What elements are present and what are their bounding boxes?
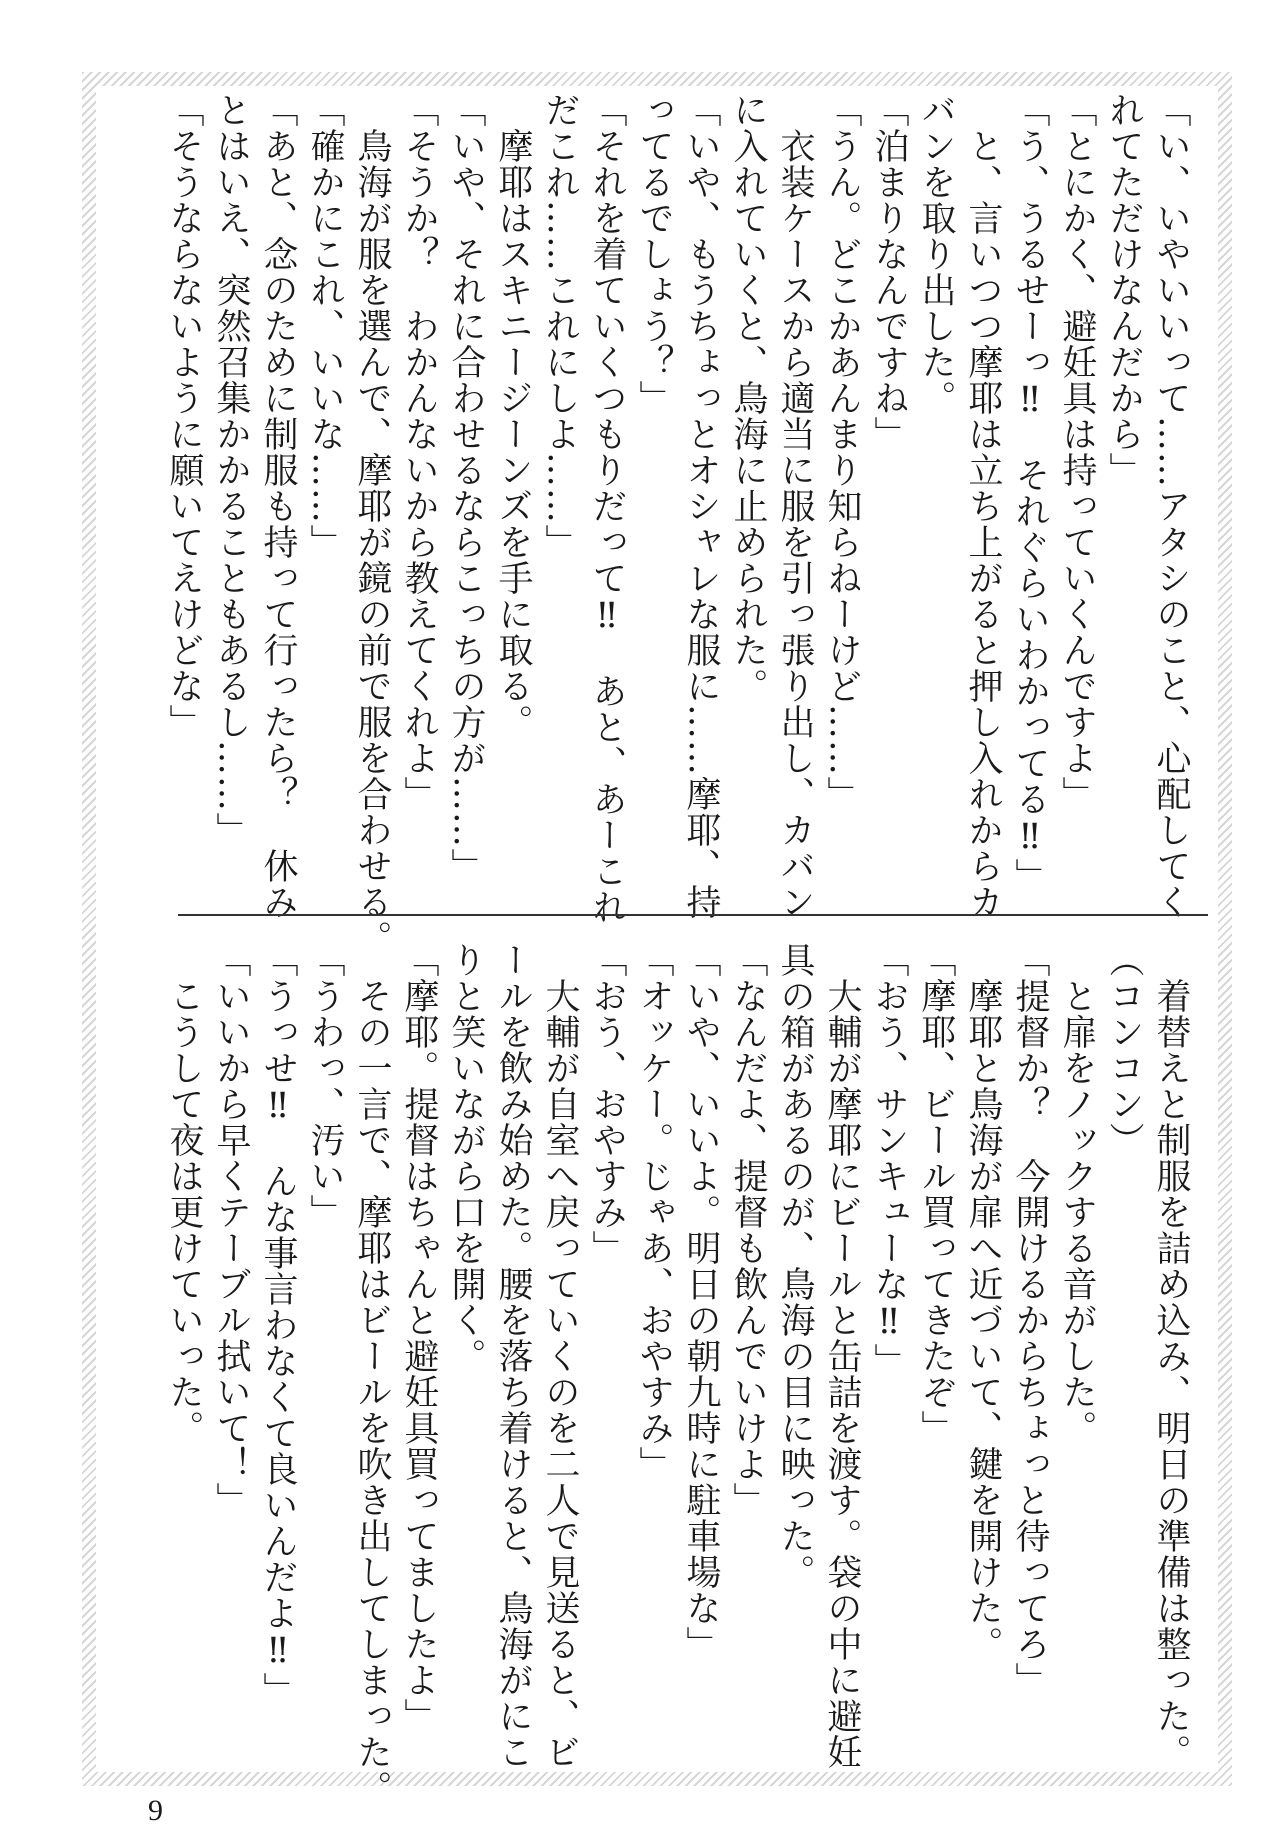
text-line: こうして夜は更けていった。 [164, 942, 204, 1446]
text-line: 「い、いやいいって……アタシのこと、心配してく [1151, 92, 1191, 920]
text-line: 「うん。どこかあんまり知らねーけど……」 [822, 92, 862, 812]
text-line: とはいえ、突然召集かかることもあるし……」 [211, 92, 251, 848]
text-line: 「とにかく、避妊具は持っていくんですよ」 [1057, 92, 1097, 812]
text-line: 「それを着ていくつもりだって‼ あと、あーこれ [587, 92, 627, 925]
text-line: 「提督か？ 今開けるからちょっと待ってろ」 [1010, 942, 1050, 1698]
text-line: 「いや、もうちょっとオシャレな服に……摩耶、持 [681, 92, 721, 920]
text-line: 「泊まりなんですね」 [869, 92, 909, 452]
text-line: だこれ……これにしよ……」 [540, 92, 580, 560]
bottom-text-section [160, 942, 1194, 1806]
text-line: 「オッケー。じゃあ、おやすみ」 [634, 942, 674, 1482]
page-number: 9 [148, 1794, 163, 1827]
text-line: 衣装ケースから適当に服を引っ張り出し、カバン [775, 92, 815, 920]
text-line: 「いや、いいよ。明日の朝九時に駐車場な」 [681, 942, 721, 1662]
section-divider [178, 914, 1208, 916]
text-line: 大輔が摩耶にビールと缶詰を渡す。袋の中に避妊 [822, 942, 862, 1770]
text-line: 「摩耶、ビール買ってきたぞ」 [916, 942, 956, 1446]
text-line: 「うわっ、汚い」 [305, 942, 345, 1230]
text-line: 「いや、それに合わせるならこっちの方が……」 [446, 92, 486, 884]
text-line: ってるでしょう？」 [634, 92, 674, 416]
text-line: 着替えと制服を詰め込み、明日の準備は整った。 [1151, 942, 1191, 1770]
text-line: 「う、うるせーっ‼ それぐらいわかってる‼」 [1010, 92, 1050, 894]
text-line: と扉をノックする音がした。 [1057, 942, 1097, 1446]
text-line: 具の箱があるのが、鳥海の目に映った。 [775, 942, 815, 1590]
text-line: れてただけなんだから」 [1104, 92, 1144, 488]
top-text-section [160, 92, 1194, 956]
text-line: 「おう、サンキューな‼」 [869, 942, 909, 1379]
text-line: 摩耶はスキニージーンズを手に取る。 [493, 92, 533, 740]
text-line: （コンコン） [1104, 942, 1144, 1158]
text-line: その一言で、摩耶はビールを吹き出してしまった。 [352, 942, 392, 1806]
text-line: 「うっせ‼ んな事言わなくて良いんだよ‼」 [258, 942, 298, 1708]
text-line: りと笑いながら口を開く。 [446, 942, 486, 1374]
text-line: 鳥海が服を選んで、摩耶が鏡の前で服を合わせる。 [352, 92, 392, 956]
text-line: 大輔が自室へ戻っていくのを二人で見送ると、ビ [540, 942, 580, 1770]
text-line: 「摩耶。提督はちゃんと避妊具買ってましたよ」 [399, 942, 439, 1734]
text-line: 「おう、おやすみ」 [587, 942, 627, 1266]
text-line: 「そうならないように願いてえけどな」 [164, 92, 204, 740]
text-line: ールを飲み始めた。腰を落ち着けると、鳥海がにこ [493, 942, 533, 1770]
text-line: 「確かにこれ、いいな……」 [305, 92, 345, 560]
text-line: と、言いつつ摩耶は立ち上がると押し入れからカ [963, 92, 1003, 920]
text-line: 「なんだよ、提督も飲んでいけよ」 [728, 942, 768, 1518]
text-line: 「いいから早くテーブル拭いて！」 [211, 942, 251, 1518]
text-line: 「そうか？ わかんないから教えてくれよ」 [399, 92, 439, 812]
text-line: に入れていくと、鳥海に止められた。 [728, 92, 768, 704]
text-line: バンを取り出した。 [916, 92, 956, 416]
text-line: 摩耶と鳥海が扉へ近づいて、鍵を開けた。 [963, 942, 1003, 1662]
text-line: 「あと、念のために制服も持って行ったら？ 休み [258, 92, 298, 920]
